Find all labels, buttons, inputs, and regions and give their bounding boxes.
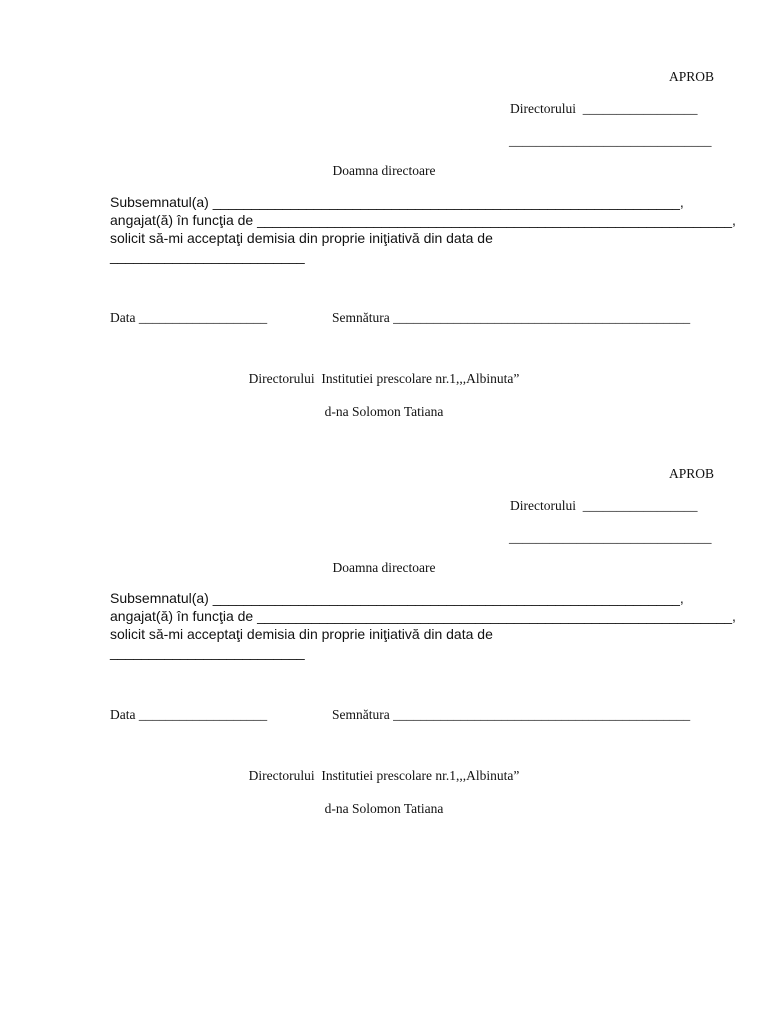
request-line: solicit să-mi acceptaţi demisia din proprie iniţiativă din data de — [110, 626, 493, 642]
date-field: Data ___________________ — [110, 707, 268, 722]
request-date-blank: _________________________ — [110, 248, 305, 264]
resignation-form-2 — [0, 397, 768, 797]
director-name-2: d-na Solomon Tatiana — [324, 801, 444, 816]
director-name-1: d-na Solomon Tatiana — [324, 404, 444, 419]
approval-blank-line: ______________________________ — [509, 133, 712, 148]
approval-blank-line: ______________________________ — [509, 530, 712, 545]
request-date-blank: _________________________ — [110, 644, 305, 660]
date-field: Data ___________________ — [110, 310, 268, 325]
director-approval-line: Directorului _________________ — [510, 101, 698, 116]
request-line: solicit să-mi acceptaţi demisia din proprie iniţiativă din data de — [110, 230, 493, 246]
resignation-form-1 — [0, 0, 768, 400]
addressee: Doamna directoare — [332, 163, 436, 178]
approve-label: APROB — [668, 466, 714, 481]
approve-label: APROB — [668, 69, 714, 84]
addressee: Doamna directoare — [332, 560, 436, 575]
name-line: Subsemnatul(a) ____________________________________________________________, — [110, 194, 684, 210]
signature-field: Semnătura ____________________________________________ — [332, 310, 691, 325]
institution-line: Directorului Institutiei prescolare nr.1,,,Albinuta” — [248, 371, 520, 386]
institution-line: Directorului Institutiei prescolare nr.1,,,Albinuta” — [248, 768, 520, 783]
director-approval-line: Directorului _________________ — [510, 498, 698, 513]
function-line: angajat(ă) în funcţia de _____________________________________________________________, — [110, 212, 736, 228]
name-line: Subsemnatul(a) ____________________________________________________________, — [110, 590, 684, 606]
function-line: angajat(ă) în funcţia de _____________________________________________________________, — [110, 608, 736, 624]
signature-field: Semnătura ____________________________________________ — [332, 707, 691, 722]
